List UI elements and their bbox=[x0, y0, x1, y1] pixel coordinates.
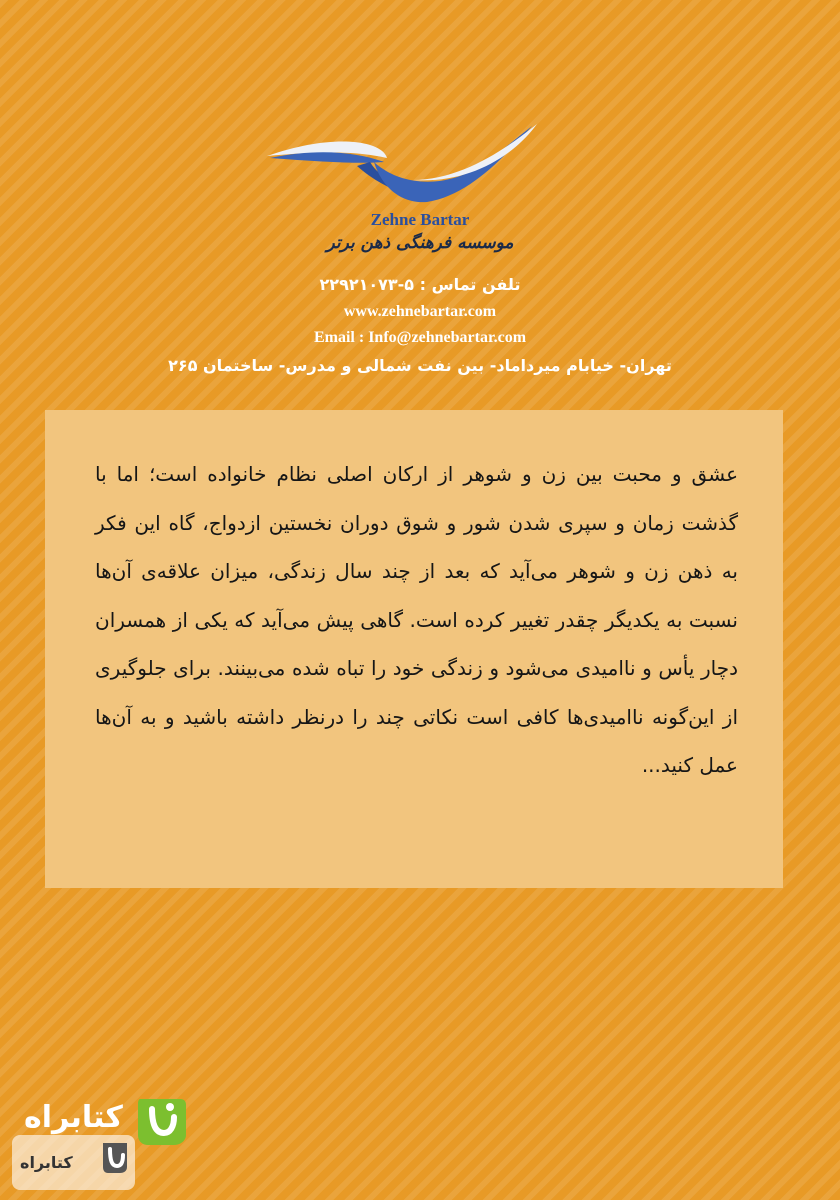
publisher-name-fa: موسسه فرهنگی ذهن برتر bbox=[326, 233, 514, 253]
watermark-bottom-text: کتابراه bbox=[20, 1153, 73, 1172]
publisher-name-en: Zehne Bartar bbox=[370, 210, 470, 229]
ketabrah-logo-icon bbox=[134, 1095, 186, 1145]
ketabrah-watermark bbox=[12, 1095, 187, 1190]
blurb-text: عشق و محبت بین زن و شوهر از ارکان اصلی نظام خانواده است؛ اما با گذشت زمان و سپری شدن شور و شوق دوران نخستین ازدواج، گاه این فکر به ذهن زن و شوهر می‌آید که بعد از چند سال زندگی، میزان علاقه‌ی آن‌ها نسبت به یکدیگر چقدر تغییر کرده است. گاهی پیش می‌آید که یکی از همسران دچار یأس و ناامیدی می‌شود و زندگی خود را تباه شده می‌بینند. برای جلوگیری از این‌گونه ناامیدی‌ها کافی است نکاتی چند را درنظر داشته باشید و به آن‌ها عمل کنید... bbox=[95, 462, 738, 777]
zehne-bartar-logo bbox=[262, 118, 542, 218]
website-line: www.zehnebartar.com bbox=[343, 303, 497, 320]
watermark-top-text: کتابراه bbox=[24, 1100, 123, 1135]
blurb-panel bbox=[45, 410, 783, 888]
email-line: Email : Info@zehnebartar.com bbox=[313, 329, 527, 346]
ketabrah-small-icon bbox=[99, 1139, 131, 1175]
address-line: تهران- خیابام میرداماد- بین نفت شمالی و مدرس- ساختمان ۲۶۵ bbox=[168, 356, 672, 375]
phone-line: تلفن تماس : ۵-۲۲۹۲۱۰۷۳ bbox=[319, 275, 521, 294]
